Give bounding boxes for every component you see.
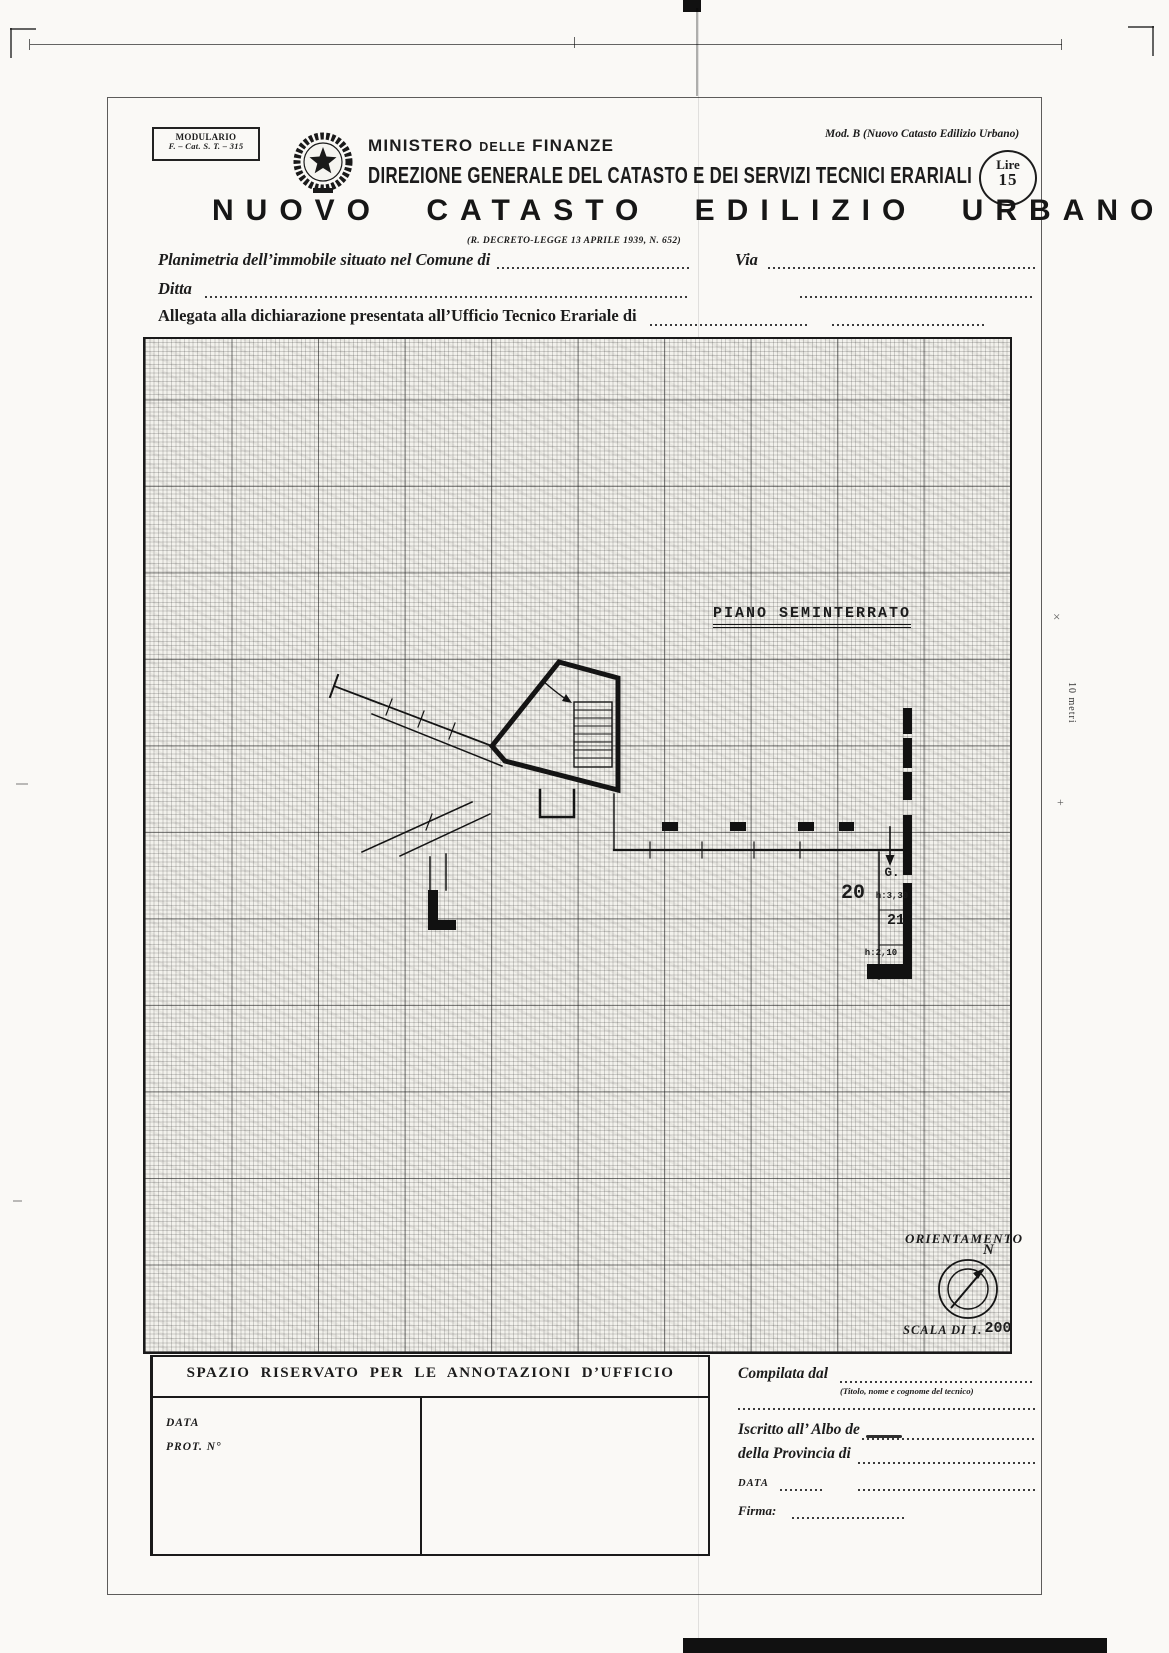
ministry-word2: DELLE	[479, 140, 527, 154]
direction-line: DIREZIONE GENERALE DEL CATASTO E DEI SERVIZI TECNICI ERARIALI	[368, 163, 973, 189]
fill-line	[768, 266, 1035, 269]
corner-mark	[1152, 26, 1154, 56]
page-title: NUOVO CATASTO EDILIZIO URBANO	[212, 194, 1166, 227]
height-annotation-1: h:3,30	[875, 891, 909, 901]
office-data-label: DATA	[166, 1417, 200, 1429]
office-prot-label: PROT. N°	[166, 1441, 222, 1453]
height-annotation-2: h:2,10	[864, 948, 898, 958]
state-emblem-icon	[291, 126, 355, 198]
scale-value: 200	[984, 1320, 1012, 1337]
modulario-box	[152, 127, 260, 161]
fill-line	[650, 323, 810, 326]
stamp-value: 15	[998, 170, 1018, 189]
ruler-label: 10 metri	[1066, 682, 1077, 724]
compilata-note: (Titolo, nome e cognome del tecnico)	[840, 1386, 974, 1396]
fill-line	[858, 1461, 1035, 1464]
fill-line	[792, 1516, 904, 1519]
fold-line	[696, 8, 698, 96]
registration-tick	[574, 37, 575, 48]
room-letter-g: G.	[884, 866, 900, 880]
iscritto-label: Iscritto all’ Albo de	[738, 1421, 860, 1438]
floor-plan-area	[143, 337, 1024, 1354]
allegata-label: Allegata alla dichiarazione presentata all’Ufficio Tecnico Erariale di	[158, 306, 637, 325]
room-number-21: 21	[886, 912, 905, 929]
ministry-line	[368, 136, 614, 156]
modulario-line2: F. – Cat. S. T. – 315	[168, 141, 244, 152]
ministry-word3: FINANZE	[532, 136, 615, 155]
fill-line	[832, 323, 985, 326]
compilata-label: Compilata dal	[738, 1365, 828, 1382]
ministry-word1: MINISTERO	[368, 136, 474, 155]
corner-mark	[10, 28, 36, 30]
margin-mark	[13, 1200, 22, 1202]
modulario-line1: MODULARIO	[175, 132, 237, 142]
mod-b-note: Mod. B (Nuovo Catasto Edilizio Urbano)	[825, 128, 1020, 140]
corner-mark	[10, 28, 12, 58]
via-label: Via	[735, 250, 758, 269]
scan-smudge	[866, 1435, 902, 1438]
ditta-label: Ditta	[158, 279, 192, 298]
floor-plan-drawing	[145, 339, 1010, 1352]
orientation-compass-icon	[932, 1253, 1004, 1325]
registration-tick	[1061, 39, 1062, 50]
stamp-currency: Lire	[996, 157, 1020, 172]
office-annotations-box	[150, 1355, 710, 1556]
scale-label: SCALA DI 1.	[903, 1323, 983, 1337]
tech-data-label: DATA	[738, 1478, 769, 1489]
margin-mark	[16, 783, 28, 785]
registration-line	[30, 44, 1062, 45]
planimetria-label: Planimetria dell’immobile situato nel Comune di	[158, 250, 491, 269]
fill-line	[840, 1380, 1035, 1383]
provincia-label: della Provincia di	[738, 1445, 851, 1462]
orientation-label: ORIENTAMENTO	[905, 1231, 1024, 1246]
fill-line	[205, 295, 690, 298]
decree-subtitle: (R. DECRETO-LEGGE 13 APRILE 1939, N. 652)	[467, 236, 682, 246]
floor-label: PIANO SEMINTERRATO	[713, 605, 911, 628]
corner-mark	[1128, 26, 1154, 28]
room-number-20: 20	[840, 882, 865, 905]
fill-line	[497, 266, 692, 269]
fill-line	[780, 1488, 824, 1491]
ruler-tick-top: ×	[1053, 609, 1061, 624]
fill-line	[738, 1407, 1035, 1410]
ruler-tick-bottom: +	[1057, 795, 1064, 809]
office-box-vdivider	[420, 1397, 422, 1554]
fill-line	[800, 295, 1032, 298]
office-box-title: SPAZIO RISERVATO PER LE ANNOTAZIONI D’UFFICIO	[186, 1365, 675, 1381]
registration-tick	[29, 39, 30, 50]
scan-artifact	[683, 1638, 1107, 1653]
office-box-divider	[153, 1396, 708, 1398]
north-label: N	[983, 1242, 994, 1258]
fill-line	[858, 1488, 1035, 1491]
firma-label: Firma:	[738, 1503, 777, 1518]
